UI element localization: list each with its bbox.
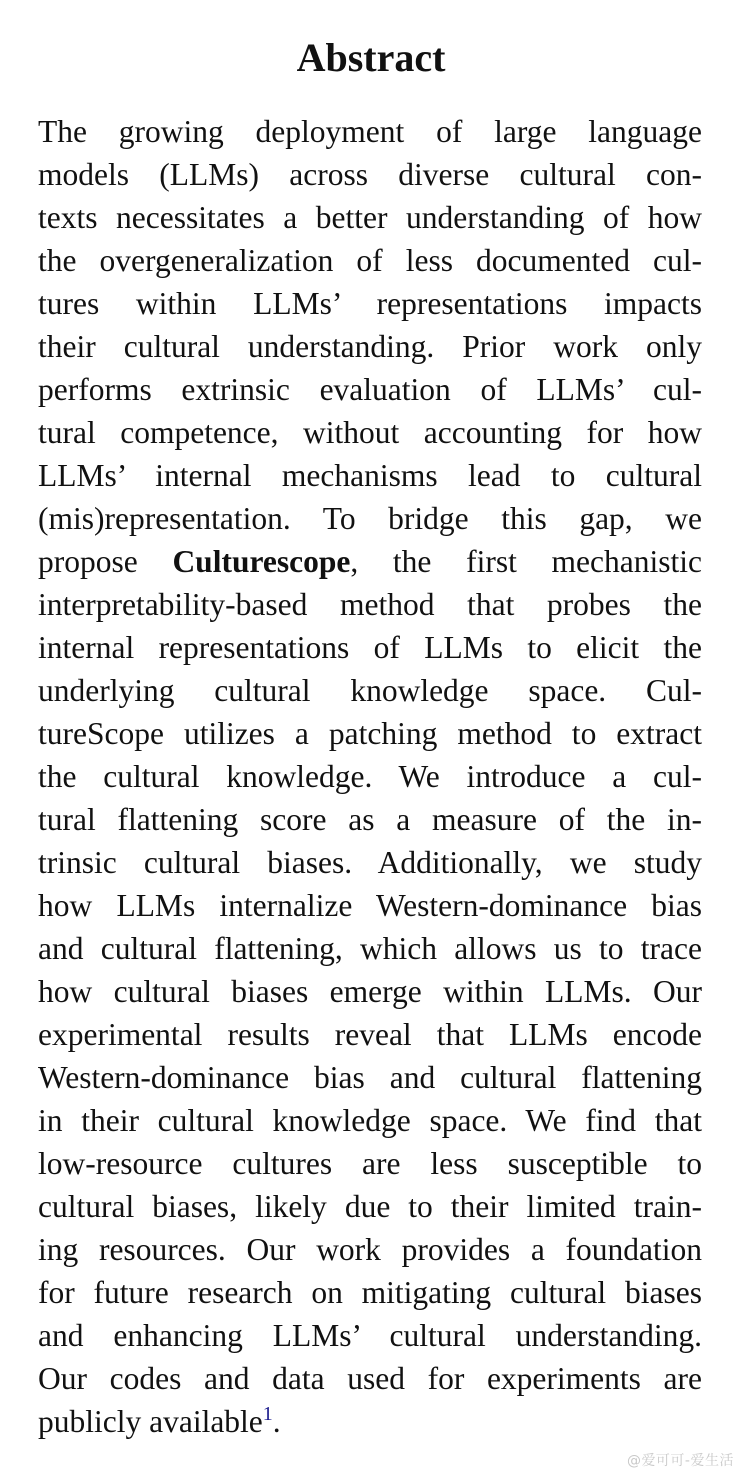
abstract-line: underlying cultural knowledge space. Cul- xyxy=(38,673,702,708)
abstract-line: trinsic cultural biases. Additionally, we study xyxy=(38,845,702,880)
abstract-line: in their cultural knowledge space. We find that xyxy=(38,1103,702,1138)
abstract-title: Abstract xyxy=(296,35,446,80)
abstract-last-line xyxy=(38,1400,702,1443)
abstract-line: Our codes and data used for experiments are xyxy=(38,1361,702,1396)
watermark: @爱可可-爱生活 xyxy=(626,1453,734,1469)
abstract-line: for future research on mitigating cultural biases xyxy=(38,1275,702,1310)
abstract-line: ing resources. Our work provides a foundation xyxy=(38,1232,702,1267)
abstract-line: LLMs’ internal mechanisms lead to cultural xyxy=(38,458,702,493)
abstract-line-method-name xyxy=(38,540,702,583)
footnote-marker[interactable]: 1 xyxy=(262,1403,273,1425)
abstract-line: how LLMs internalize Western-dominance bias xyxy=(38,888,702,923)
abstract-line: low-resource cultures are less susceptible to xyxy=(38,1146,702,1181)
abstract-line: the cultural knowledge. We introduce a cul- xyxy=(38,759,702,794)
abstract-line: tural flattening score as a measure of the in- xyxy=(38,802,702,837)
abstract-line: tureScope utilizes a patching method to extract xyxy=(38,716,702,751)
abstract-line: and enhancing LLMs’ cultural understanding. xyxy=(38,1318,702,1353)
abstract-line: cultural biases, likely due to their limited train- xyxy=(38,1189,702,1224)
line-prefix: propose xyxy=(38,544,173,579)
abstract-line: the overgeneralization of less documented cul- xyxy=(38,243,702,278)
method-name: Culturescope xyxy=(172,544,351,579)
abstract-line: tures within LLMs’ representations impacts xyxy=(38,286,702,321)
abstract-line: their cultural understanding. Prior work only xyxy=(38,329,702,364)
line-suffix: , the first mechanistic xyxy=(350,544,702,579)
abstract-line: Western-dominance bias and cultural flattening xyxy=(38,1060,702,1095)
abstract-line: experimental results reveal that LLMs encode xyxy=(38,1017,702,1052)
abstract-line: texts necessitates a better understanding of how xyxy=(38,200,702,235)
final-period: . xyxy=(272,1404,281,1439)
abstract-line: how cultural biases emerge within LLMs. Our xyxy=(38,974,702,1009)
abstract-line: internal representations of LLMs to elicit the xyxy=(38,630,702,665)
abstract-line: publicly available xyxy=(38,1404,263,1439)
abstract-line: and cultural flattening, which allows us to trace xyxy=(38,931,702,966)
abstract-line: (mis)representation. To bridge this gap, we xyxy=(38,501,702,536)
abstract-line: performs extrinsic evaluation of LLMs’ cul- xyxy=(38,372,702,407)
abstract-line: The growing deployment of large language xyxy=(38,114,702,149)
abstract-body xyxy=(38,110,702,1443)
abstract-line: tural competence, without accounting for how xyxy=(38,415,702,450)
abstract-line: interpretability-based method that probes the xyxy=(38,587,702,622)
abstract-line: models (LLMs) across diverse cultural con- xyxy=(38,157,702,192)
